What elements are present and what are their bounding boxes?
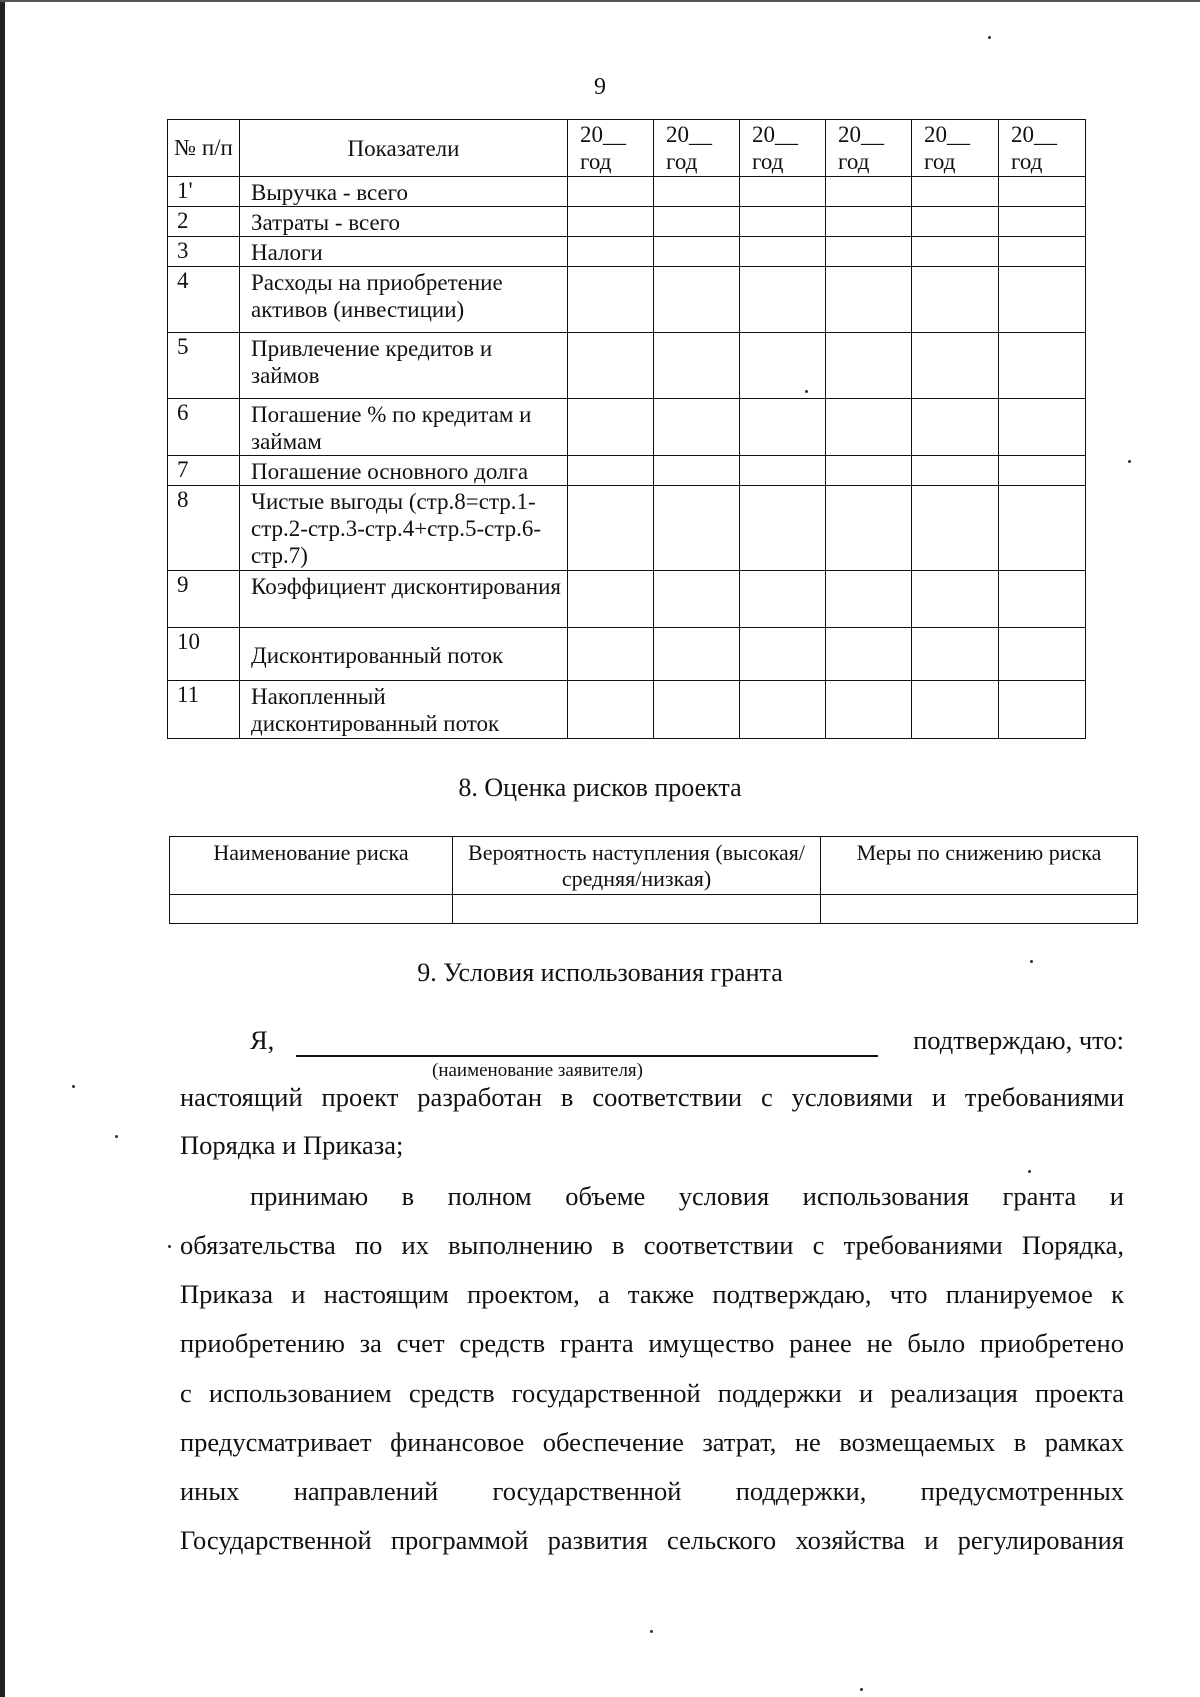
- table-row: [168, 571, 1086, 628]
- value-cell: [654, 207, 740, 237]
- value-cell: [654, 399, 740, 456]
- scan-top-edge: [0, 0, 1200, 2]
- value-cell: [912, 207, 999, 237]
- value-cell: [912, 177, 999, 207]
- table-row: [168, 207, 1086, 237]
- scan-speck: [1030, 960, 1033, 963]
- applicant-name-blank: [296, 1055, 878, 1057]
- risks-header-row: [170, 837, 1138, 895]
- value-cell: [654, 333, 740, 399]
- risk-probability-header: Вероятность наступления (высокая/средняя/низкая): [453, 837, 821, 895]
- value-cell: [999, 333, 1086, 399]
- table-row: [168, 267, 1086, 333]
- row-number: 9: [168, 571, 240, 628]
- scan-speck: [650, 1630, 653, 1633]
- scan-speck: [988, 36, 991, 39]
- scan-left-edge: [0, 0, 5, 1697]
- value-cell: [999, 237, 1086, 267]
- paragraph-line: предусматривает финансовое обеспечение затрат, не возмещаемых в рамках: [180, 1427, 1124, 1457]
- scan-speck: [805, 390, 808, 393]
- value-cell: [568, 486, 654, 571]
- paragraph-line: Приказа и настоящим проектом, а также подтверждаю, что планируемое к: [180, 1279, 1124, 1309]
- value-cell: [826, 456, 912, 486]
- risk-name-cell: [170, 895, 453, 924]
- row-number: 10: [168, 628, 240, 681]
- row-label: Привлечение кредитов и займов: [240, 333, 568, 399]
- table-row: [168, 237, 1086, 267]
- header-year-4: 20__ год: [826, 120, 912, 177]
- header-number: № п/п: [168, 120, 240, 177]
- row-number: 2: [168, 207, 240, 237]
- risk-measures-cell: [821, 895, 1138, 924]
- value-cell: [912, 237, 999, 267]
- value-cell: [999, 267, 1086, 333]
- row-label: Погашение основного долга: [240, 456, 568, 486]
- value-cell: [568, 333, 654, 399]
- paragraph-line: принимаю в полном объеме условия использования гранта и: [250, 1181, 1124, 1211]
- paragraph-line: иных направлений государственной поддержки, предусмотренных: [180, 1476, 1124, 1506]
- row-label: Накопленный дисконтированный поток: [240, 681, 568, 739]
- value-cell: [740, 628, 826, 681]
- row-label: Расходы на приобретение активов (инвестиции): [240, 267, 568, 333]
- value-cell: [740, 399, 826, 456]
- row-label: Коэффициент дисконтирования: [240, 571, 568, 628]
- row-label: Затраты - всего: [240, 207, 568, 237]
- scan-speck: [72, 1085, 75, 1088]
- risks-table: [169, 836, 1138, 924]
- value-cell: [568, 177, 654, 207]
- value-cell: [826, 681, 912, 739]
- value-cell: [999, 177, 1086, 207]
- value-cell: [740, 333, 826, 399]
- scan-speck: [115, 1135, 118, 1138]
- row-number: 7: [168, 456, 240, 486]
- row-number: 1': [168, 177, 240, 207]
- value-cell: [740, 456, 826, 486]
- value-cell: [912, 571, 999, 628]
- value-cell: [654, 571, 740, 628]
- row-number: 3: [168, 237, 240, 267]
- value-cell: [568, 571, 654, 628]
- row-label: Дисконтированный поток: [240, 628, 568, 681]
- value-cell: [568, 456, 654, 486]
- value-cell: [912, 333, 999, 399]
- header-year-3: 20__ год: [740, 120, 826, 177]
- risk-probability-cell: [453, 895, 821, 924]
- value-cell: [740, 267, 826, 333]
- table-row: [168, 628, 1086, 681]
- row-label: Чистые выгоды (стр.8=стр.1-стр.2-стр.3-стр.4+стр.5-стр.6-стр.7): [240, 486, 568, 571]
- value-cell: [999, 207, 1086, 237]
- paragraph-line: с использованием средств государственной поддержки и реализация проекта: [180, 1378, 1124, 1408]
- value-cell: [740, 177, 826, 207]
- value-cell: [912, 399, 999, 456]
- row-label: Налоги: [240, 237, 568, 267]
- confirm-label: подтверждаю, что:: [913, 1025, 1124, 1055]
- header-year-2: 20__ год: [654, 120, 740, 177]
- value-cell: [740, 681, 826, 739]
- table-row: [168, 399, 1086, 456]
- paragraph-line: настоящий проект разработан в соответствии с условиями и требованиями: [180, 1082, 1124, 1112]
- value-cell: [999, 486, 1086, 571]
- scan-speck: [1128, 460, 1131, 463]
- paragraph-line: Порядка и Приказа;: [180, 1130, 404, 1160]
- risks-empty-row: [170, 895, 1138, 924]
- row-number: 5: [168, 333, 240, 399]
- header-year-6: 20__ год: [999, 120, 1086, 177]
- value-cell: [654, 681, 740, 739]
- value-cell: [568, 237, 654, 267]
- value-cell: [912, 681, 999, 739]
- row-number: 8: [168, 486, 240, 571]
- ya-label: Я,: [250, 1025, 275, 1055]
- row-number: 6: [168, 399, 240, 456]
- value-cell: [826, 177, 912, 207]
- value-cell: [912, 267, 999, 333]
- paragraph-line: приобретению за счет средств гранта имущество ранее не было приобретено: [180, 1328, 1124, 1358]
- value-cell: [740, 486, 826, 571]
- value-cell: [654, 456, 740, 486]
- value-cell: [654, 628, 740, 681]
- value-cell: [999, 681, 1086, 739]
- value-cell: [912, 456, 999, 486]
- indicators-table: [167, 119, 1086, 739]
- value-cell: [826, 237, 912, 267]
- value-cell: [826, 267, 912, 333]
- value-cell: [826, 399, 912, 456]
- row-number: 11: [168, 681, 240, 739]
- paragraph-line: Государственной программой развития сельского хозяйства и регулирования: [180, 1525, 1124, 1555]
- table-row: [168, 486, 1086, 571]
- indicators-header-row: [168, 120, 1086, 177]
- value-cell: [826, 486, 912, 571]
- value-cell: [999, 399, 1086, 456]
- value-cell: [826, 333, 912, 399]
- value-cell: [999, 571, 1086, 628]
- value-cell: [912, 486, 999, 571]
- value-cell: [999, 456, 1086, 486]
- value-cell: [654, 177, 740, 207]
- value-cell: [654, 267, 740, 333]
- scan-speck: [860, 1688, 863, 1691]
- value-cell: [568, 681, 654, 739]
- scan-speck: [168, 1245, 171, 1248]
- section-9-title: 9. Условия использования гранта: [417, 958, 783, 987]
- table-row: [168, 456, 1086, 486]
- value-cell: [826, 207, 912, 237]
- table-row: [168, 681, 1086, 739]
- value-cell: [999, 628, 1086, 681]
- table-row: [168, 333, 1086, 399]
- applicant-caption: (наименование заявителя): [432, 1060, 643, 1081]
- value-cell: [654, 237, 740, 267]
- risk-measures-header: Меры по снижению риска: [821, 837, 1138, 895]
- header-year-5: 20__ год: [912, 120, 999, 177]
- row-number: 4: [168, 267, 240, 333]
- value-cell: [654, 486, 740, 571]
- scan-speck: [1028, 1170, 1031, 1173]
- risk-name-header: Наименование риска: [170, 837, 453, 895]
- value-cell: [740, 207, 826, 237]
- value-cell: [568, 628, 654, 681]
- value-cell: [912, 628, 999, 681]
- value-cell: [568, 399, 654, 456]
- value-cell: [740, 571, 826, 628]
- value-cell: [826, 571, 912, 628]
- page-number: 9: [594, 74, 606, 100]
- value-cell: [568, 207, 654, 237]
- table-row: [168, 177, 1086, 207]
- value-cell: [826, 628, 912, 681]
- row-label: Выручка - всего: [240, 177, 568, 207]
- row-label: Погашение % по кредитам и займам: [240, 399, 568, 456]
- header-indicator: Показатели: [240, 120, 568, 177]
- section-8-title: 8. Оценка рисков проекта: [458, 773, 742, 802]
- paragraph-line: обязательства по их выполнению в соответствии с требованиями Порядка,: [180, 1230, 1124, 1260]
- value-cell: [740, 237, 826, 267]
- header-year-1: 20__ год: [568, 120, 654, 177]
- value-cell: [568, 267, 654, 333]
